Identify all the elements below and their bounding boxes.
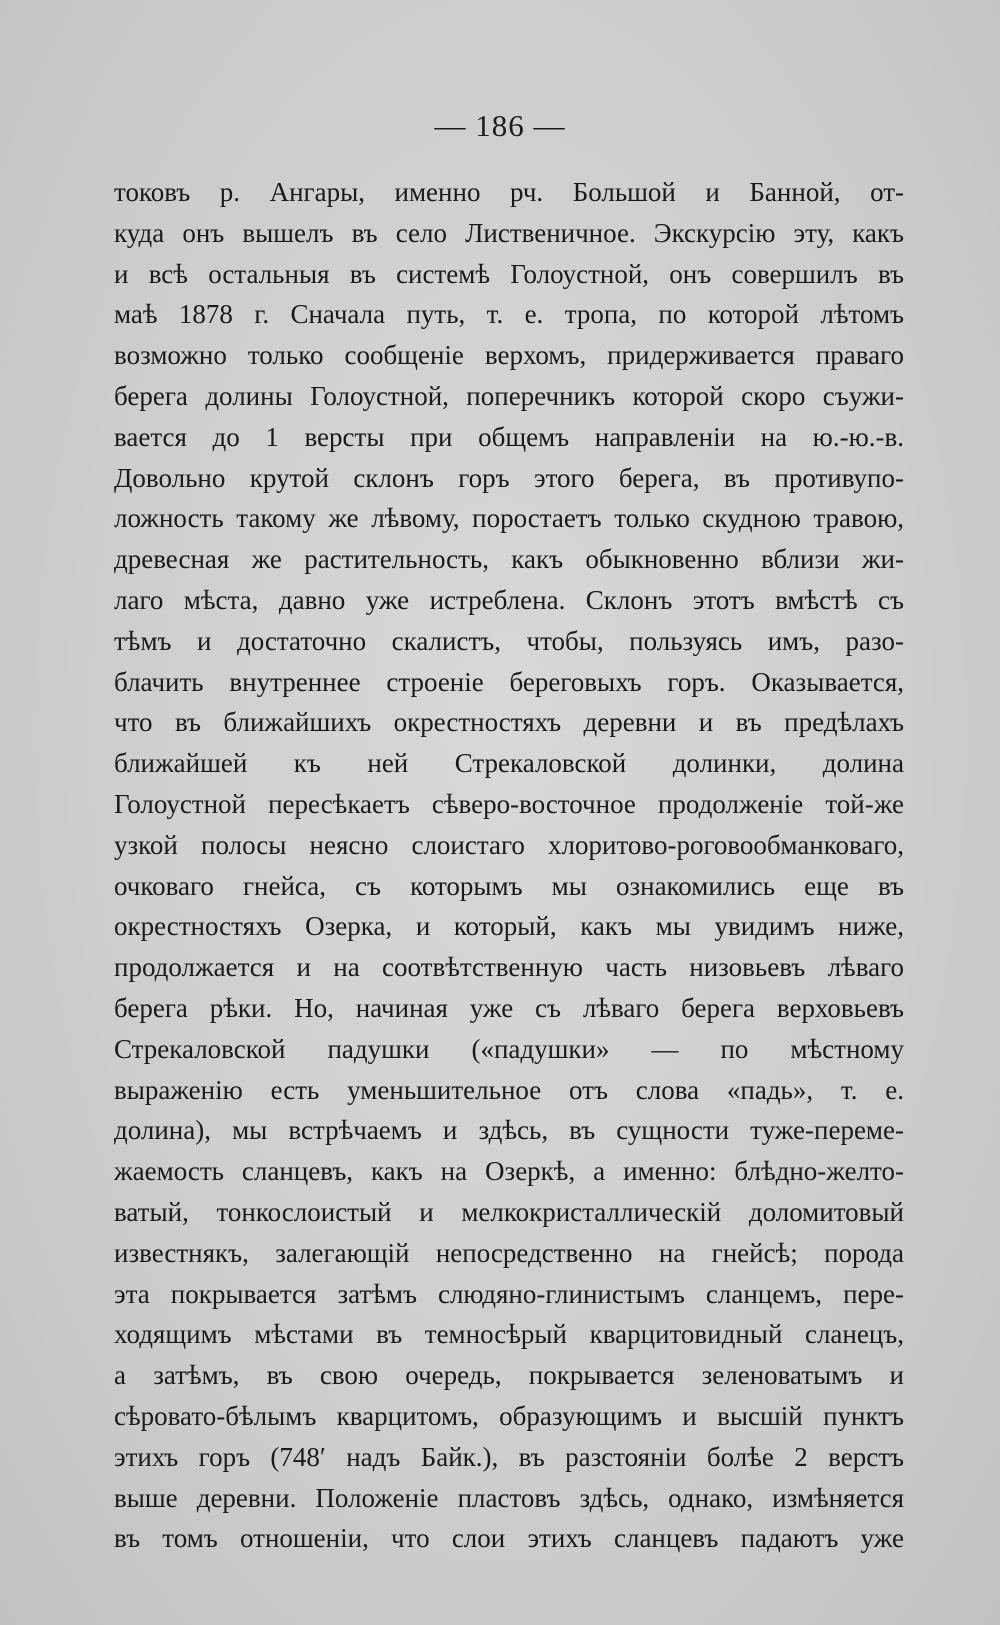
text-line: Довольно крутой склонъ горъ этого берега, въ противупо- bbox=[114, 462, 904, 493]
text-line: очковаго гнейса, съ которымъ мы ознакомились еще въ bbox=[114, 870, 904, 901]
text-line: берега рѣки. Но, начиная уже съ лѣваго берега верховьевъ bbox=[114, 992, 904, 1023]
text-line: известнякъ, залегающій непосредственно на гнейсѣ; порода bbox=[114, 1237, 904, 1268]
text-line: въ томъ отношеніи, что слои этихъ сланцевъ падаютъ уже bbox=[114, 1523, 904, 1554]
text-line: продолжается и на соотвѣтственную часть низовьевъ лѣваго bbox=[114, 952, 904, 983]
text-line: куда онъ вышелъ въ село Лиственичное. Экскурсію эту, какъ bbox=[114, 217, 904, 248]
text-line: и всѣ остальныя въ системѣ Голоустной, онъ совершилъ въ bbox=[114, 258, 904, 289]
text-line: тѣмъ и достаточно скалистъ, чтобы, пользуясь имъ, разо- bbox=[114, 625, 904, 656]
text-line: выраженію есть уменьшительное отъ слова «падь», т. е. bbox=[114, 1074, 904, 1105]
text-line: окрестностяхъ Озерка, и который, какъ мы увидимъ ниже, bbox=[114, 911, 904, 942]
text-line: этихъ горъ (748′ надъ Байк.), въ разстояніи болѣе 2 верстъ bbox=[114, 1441, 904, 1472]
text-line: ложность такому же лѣвому, поростаетъ только скудною травою, bbox=[114, 503, 904, 534]
text-line: эта покрывается затѣмъ слюдяно-глинистымъ сланцемъ, пере- bbox=[114, 1278, 904, 1309]
text-line: берега долины Голоустной, поперечникъ которой скоро съужи- bbox=[114, 380, 904, 411]
page-number: — 186 — bbox=[434, 108, 566, 143]
text-line: древесная же растительность, какъ обыкновенно вблизи жи- bbox=[114, 544, 904, 575]
text-line: ватый, тонкослоистый и мелкокристаллическій доломитовый bbox=[114, 1196, 904, 1227]
text-line: а затѣмъ, въ свою очередь, покрывается зеленоватымъ и bbox=[114, 1360, 904, 1391]
text-line: долина), мы встрѣчаемъ и здѣсь, въ сущности туже-переме- bbox=[114, 1115, 904, 1146]
text-line: вается до 1 версты при общемъ направленіи на ю.-ю.-в. bbox=[114, 421, 904, 452]
text-line: Стрекаловской падушки («падушки» — по мѣстному bbox=[114, 1033, 904, 1064]
text-line: жаемость сланцевъ, какъ на Озеркѣ, а именно: блѣдно-желто- bbox=[114, 1156, 904, 1187]
text-line: Голоустной пересѣкаетъ сѣверо-восточное продолженіе той-же bbox=[114, 788, 904, 819]
text-line: ходящимъ мѣстами въ темносѣрый кварцитовидный сланецъ, bbox=[114, 1319, 904, 1350]
text-line: токовъ р. Ангары, именно рч. Большой и Банной, от- bbox=[114, 177, 904, 207]
body-text bbox=[114, 172, 904, 1559]
text-line: выше деревни. Положеніе пластовъ здѣсь, однако, измѣняется bbox=[114, 1482, 904, 1513]
text-line: что въ ближайшихъ окрестностяхъ деревни и въ предѣлахъ bbox=[114, 707, 904, 738]
text-line: сѣровато-бѣлымъ кварцитомъ, образующимъ и высшій пунктъ bbox=[114, 1400, 904, 1431]
text-line: маѣ 1878 г. Сначала путь, т. е. тропа, по которой лѣтомъ bbox=[114, 299, 904, 330]
text-line: ближайшей къ ней Стрекаловской долинки, долина bbox=[114, 748, 904, 779]
text-line: возможно только сообщеніе верхомъ, придерживается праваго bbox=[114, 340, 904, 371]
text-line: лаго мѣста, давно уже истреблена. Склонъ этотъ вмѣстѣ съ bbox=[114, 584, 904, 615]
text-line: блачить внутреннее строеніе береговыхъ горъ. Оказывается, bbox=[114, 666, 904, 697]
text-line: узкой полосы неясно слоистаго хлоритово-роговообманковаго, bbox=[114, 829, 904, 860]
